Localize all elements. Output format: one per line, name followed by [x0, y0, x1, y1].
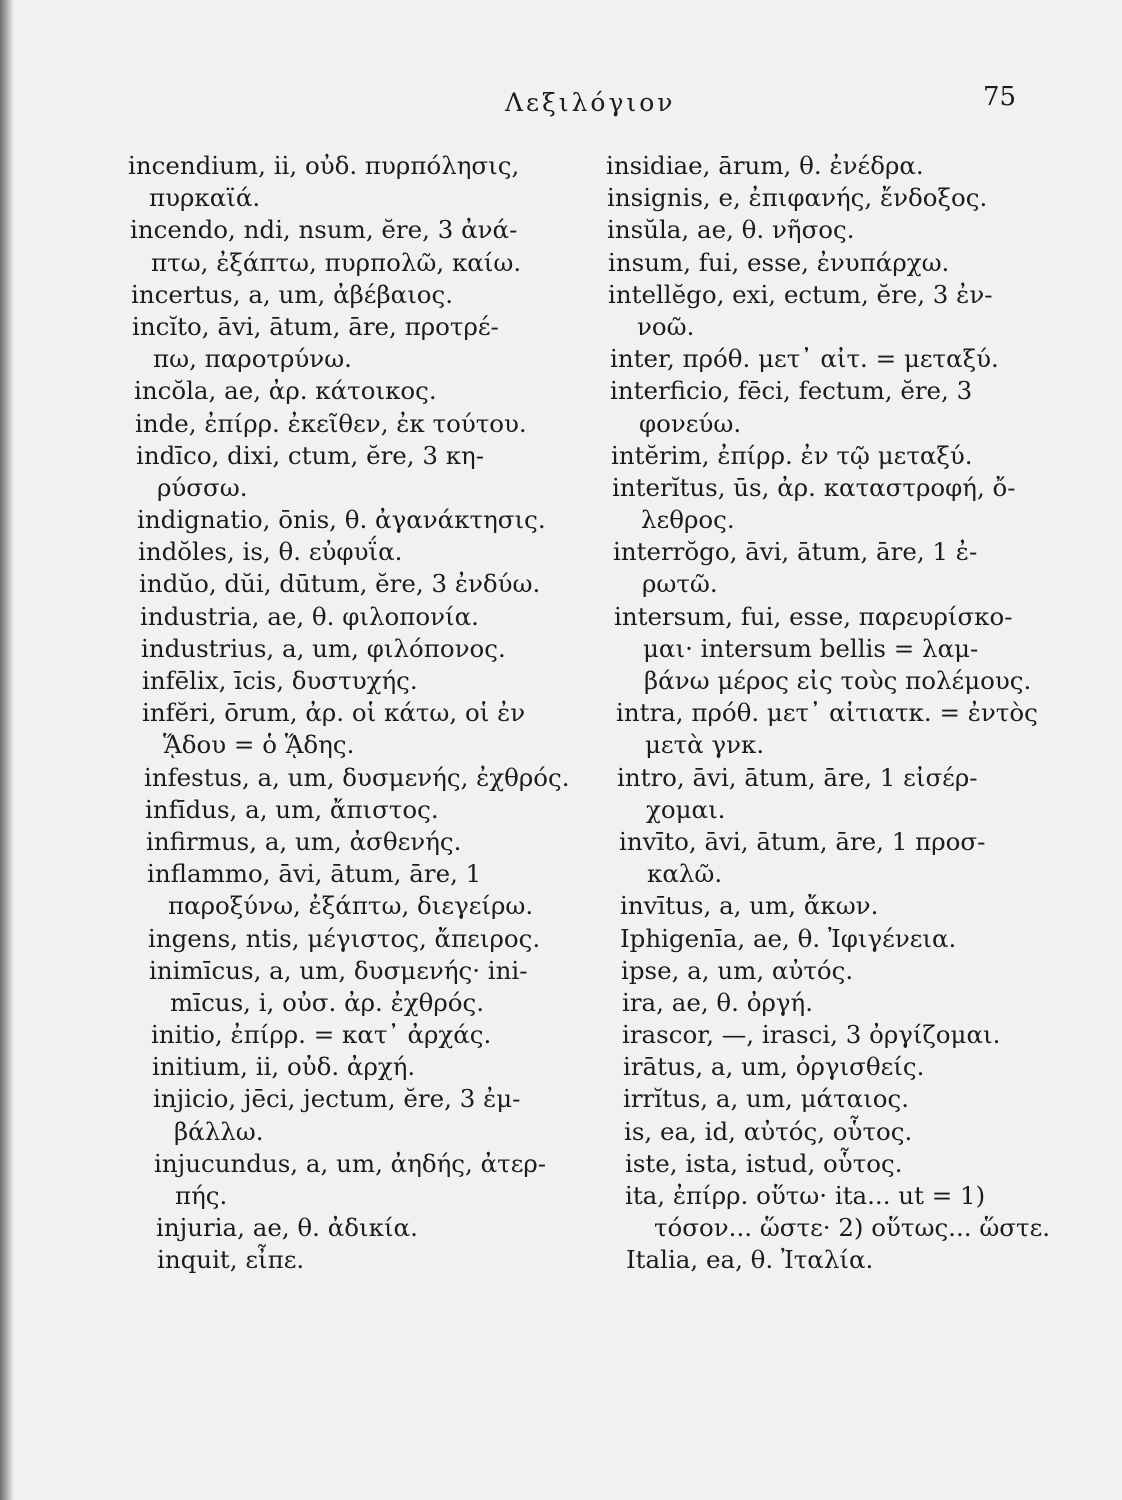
entry-line: incendium, ii, οὐδ. πυρπόλησις,	[128, 151, 520, 180]
entry-line: incŏla, ae, ἀρ. κάτοικος.	[134, 376, 437, 406]
entry-line: interficio, fēci, fectum, ĕre, 3	[610, 376, 973, 406]
entry-line: initio, ἐπίρρ. = κατ᾿ ἀρχάς.	[151, 1020, 492, 1050]
entry-continuation-line: ᾍδου = ὁ ᾍδης.	[163, 730, 355, 760]
entry-line: intĕrim, ἐπίρρ. ἐν τῷ μεταξύ.	[611, 440, 973, 470]
entry-line: inter, πρόθ. μετ᾿ αἰτ. = μεταξύ.	[610, 344, 999, 374]
entry-line: irātus, a, um, ὀργισθείς.	[623, 1052, 925, 1082]
page-title: Λεξιλόγιον	[505, 88, 676, 117]
entry-line: ingens, ntis, μέγιστος, ἄπειρος.	[148, 923, 541, 953]
right-column	[606, 150, 1051, 1277]
entry-continuation-line: mīcus, i, οὐσ. ἀρ. ἐχθρός.	[170, 987, 485, 1017]
entry-line: infēlix, īcis, δυστυχής.	[142, 666, 418, 695]
entry-line: irrĭtus, a, um, μάταιος.	[623, 1084, 910, 1114]
entry-line: intra, πρόθ. μετ᾿ αἰτιατκ. = ἐντὸς	[616, 698, 1038, 728]
entry-line: infĕri, ōrum, ἀρ. οἱ κάτω, οἱ ἐν	[142, 698, 526, 728]
entry-line: injucundus, a, um, ἀηδής, ἀτερ-	[154, 1148, 547, 1178]
entry-line: Italia, ea, θ. Ἰταλία.	[626, 1245, 874, 1275]
entry-continuation-line: πυρκαϊά.	[149, 183, 261, 213]
entry-line: incĭto, āvi, ātum, āre, προτρέ-	[132, 311, 499, 341]
entry-continuation-line: πω, παροτρύνω.	[153, 344, 352, 374]
entry-line: invīto, āvi, ātum, āre, 1 προσ-	[619, 826, 986, 856]
entry-line: infirmus, a, um, ἀσθενής.	[146, 826, 462, 856]
entry-line: invītus, a, um, ἄκων.	[620, 891, 879, 921]
entry-continuation-line: πής.	[175, 1181, 228, 1210]
page-binding-edge	[0, 0, 14, 1500]
entry-line: irascor, —, irasci, 3 ὀργίζομαι.	[622, 1020, 1001, 1050]
entry-line: inflammo, āvi, ātum, āre, 1	[147, 859, 482, 889]
entry-line: indignatio, ōnis, θ. ἀγανάκτησις.	[137, 505, 546, 535]
page-header	[0, 80, 1122, 120]
entry-line: intro, āvi, ātum, āre, 1 εἰσέρ-	[617, 762, 978, 792]
entry-line: intersum, fui, esse, παρευρίσκο-	[614, 601, 1013, 631]
entry-line: incendo, ndi, nsum, ĕre, 3 ἀνά-	[130, 215, 518, 245]
entry-continuation-line: ρωτῶ.	[642, 569, 718, 599]
entry-line: infīdus, a, um, ἄπιστος.	[145, 794, 439, 824]
entry-line: ita, ἐπίρρ. οὕτω· ita... ut = 1)	[625, 1181, 986, 1210]
entry-line: iste, ista, istud, οὗτος.	[625, 1148, 903, 1178]
entry-continuation-line: νοῶ.	[637, 311, 695, 341]
entry-continuation-line: βάλλω.	[174, 1116, 264, 1146]
entry-line: is, ea, id, αὐτός, οὗτος.	[624, 1116, 913, 1146]
entry-continuation-line: τόσον... ὥστε· 2) οὕτως... ὥστε.	[654, 1213, 1051, 1243]
entry-line: indŭo, dŭi, dūtum, ĕre, 3 ἐνδύω.	[139, 569, 541, 599]
entry-continuation-line: φονεύω.	[639, 408, 742, 438]
page-number: 75	[983, 82, 1017, 112]
entry-line: indŏles, is, θ. εὐφυΐα.	[138, 537, 403, 567]
entry-continuation-line: μαι· intersum bellis = λαμ-	[643, 633, 979, 663]
entry-line: industria, ae, θ. φιλοπονία.	[140, 601, 479, 631]
entry-continuation-line: πτω, ἐξάπτω, πυρπολῶ, καίω.	[151, 247, 522, 277]
entry-line: interĭtus, ūs, ἀρ. καταστροφή, ὄ-	[612, 472, 1016, 502]
entry-line: insum, fui, esse, ἐνυπάρχω.	[608, 247, 950, 277]
entry-line: inquit, εἶπε.	[157, 1245, 305, 1275]
entry-line: insignis, e, ἐπιφανής, ἔνδοξος.	[607, 183, 988, 213]
entry-line: inde, ἐπίρρ. ἐκεῖθεν, ἐκ τούτου.	[135, 408, 527, 438]
entry-line: infestus, a, um, δυσμενής, ἐχθρός.	[144, 762, 570, 792]
entry-line: intellĕgo, exi, ectum, ĕre, 3 ἐν-	[608, 279, 993, 309]
left-column	[128, 150, 590, 1277]
entry-line: Iphigenīa, ae, θ. Ἰφιγένεια.	[620, 923, 957, 953]
entry-continuation-line: μετὰ γνκ.	[645, 730, 765, 760]
entry-continuation-line: βάνω μέρος εἰς τοὺς πολέμους.	[644, 666, 1032, 695]
entry-line: insŭla, ae, θ. νῆσος.	[607, 215, 855, 245]
entry-line: inimīcus, a, um, δυσμενής· ini-	[149, 955, 528, 985]
entry-line: initium, ii, οὐδ. ἀρχή.	[152, 1052, 416, 1082]
entry-continuation-line: λεθρος.	[641, 505, 735, 535]
entry-line: indīco, dixi, ctum, ĕre, 3 κη-	[136, 440, 485, 470]
entry-line: interrŏgo, āvi, ātum, āre, 1 ἐ-	[613, 537, 978, 567]
entry-line: insidiae, ārum, θ. ἐνέδρα.	[606, 151, 924, 180]
entry-line: ira, ae, θ. ὀργή.	[622, 987, 813, 1017]
entry-line: injuria, ae, θ. ἀδικία.	[156, 1213, 418, 1243]
entry-line: incertus, a, um, ἀβέβαιος.	[131, 279, 454, 309]
entry-line: industrius, a, um, φιλόπονος.	[141, 633, 506, 663]
entry-continuation-line: παροξύνω, ἐξάπτω, διεγείρω.	[168, 891, 534, 921]
entry-continuation-line: καλῶ.	[647, 859, 723, 889]
entry-line: ipse, a, um, αὐτός.	[621, 955, 854, 985]
entry-continuation-line: χομαι.	[646, 794, 726, 824]
entry-continuation-line: ρύσσω.	[157, 472, 248, 502]
entry-line: injicio, jēci, jectum, ĕre, 3 ἐμ-	[153, 1084, 521, 1114]
